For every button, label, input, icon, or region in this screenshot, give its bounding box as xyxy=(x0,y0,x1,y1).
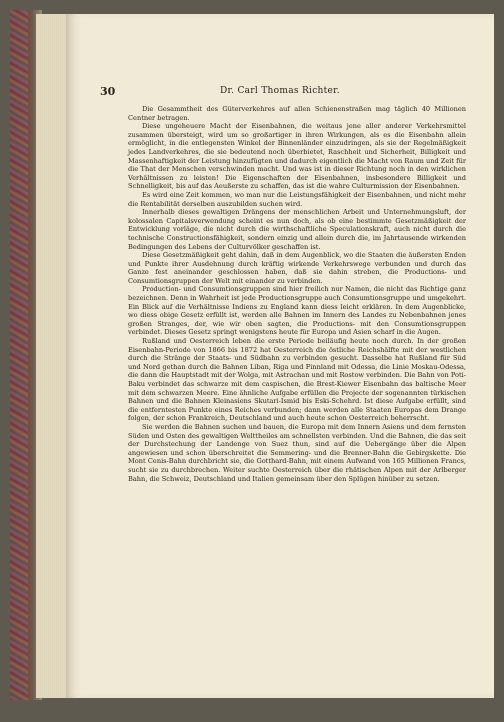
paragraph: Es wird eine Zeit kommen, wo man nur die Leistungsfähigkeit der Eisenbahnen, und nicht mehr die Rentabilität derselben auszubilden suchen wird. xyxy=(128,190,466,208)
body-text xyxy=(128,105,466,483)
paragraph: Diese ungeheuere Macht der Eisenbahnen, die weitaus jene aller anderer Verkehrsmittel zusammen übersteigt, wird um so großartiger in ihren Wirkungen, als es die Eisenbahn allein ermöglicht, in die entlegensten Winkel der Binnenländer einzudringen, als sie der Regelmäßigkeit jedes Landverkehres, die sie bedeutend noch überbietet, Raschheit und Sicherheit, Billigkeit und Massenhaftigkeit der Leistung hinzufügten und dadurch eigentlich die Macht von Raum und Zeit für die That der Menschen verschwinden macht. Und was ist in dieser Richtung noch in den wirklichen Verhältnissen zu leisten! Die Eigenschaften der Eisenbahnen, insbesondere Billigkeit und Schnelligkeit, bis auf das Aeußerste zu schaffen, das ist die wahre Culturmission der Eisenbahnen. xyxy=(128,122,466,191)
paragraph: Production- und Consumtionsgruppen sind hier freilich nur Namen, die nicht das Richtige ganz bezeichnen. Denn in Wahrheit ist jede Productionsgruppe auch Consumtionsgruppe und umgekehrt. Ein Blick auf die Verhältnisse Indiens zu England kann diess leicht erklären. In dem Augenblicke, wo diess obige Gesetz erfüllt ist, werden alle Bahnen im Innern des Landes zu Nebenbahnen jenes großen Stranges, der, wie wir oben sagten, die Productions- mit den Consumtionsgruppen verbindet. Dieses Gesetz springt wenigstens heute für Europa und Asien scharf in die Augen. xyxy=(128,285,466,337)
paragraph: Sie werden die Bahnen suchen und bauen, die Europa mit dem Innern Asiens und dem fernsten Süden und Osten des gewaltigen Welttheiles am schnellsten verbinden. Und die Bahnen, die das seit der Durchstechung der Landenge von Suez thun, sind auf die Uebergänge über die Alpen angewiesen und schon überschreitet die Semmering- und die Brenner-Bahn die Gebirgskette. Die Mont Cenis-Bahn durchbricht sie, die Gotthard-Bahn, mit einem Aufwand von 165 Millionen Francs, sucht sie zu durchbrechen. Weiter suchte Oesterreich über die rhätischen Alpen mit der Arlberger Bahn, die Schweiz, Deutschland und Italien gemeinsam über den Splügen hinüber zu setzen. xyxy=(128,422,466,483)
paragraph: Innerhalb dieses gewaltigen Drängens der menschlichen Arbeit und Unternehmungsluft, der kolossalen Capitalsverwendung scheint es nun doch, als ob eine bestimmte Gesetzmäßigkeit der Entwicklung vorläge, die nicht durch die wirthschaftliche Speculationskraft, auch nicht durch die technische Constructionsfähigkeit, sondern einzig und allein durch die, im Jahrtausende wirkenden Bedingungen des Lebens der Culturvölker geschaffen ist. xyxy=(128,208,466,251)
paragraph: Rußland und Oesterreich leben die erste Periode beiläufig heute noch durch. In der großen Eisenbahn-Periode von 1866 bis 1872 hat Oesterreich die östliche Reichshälfte mit der westlichen durch die Stränge der Staats- und Südbahn zu verbinden gesucht. Dasselbe hat Rußland für Süd und Nord gethan durch die Bahnen Liban, Riga und Finnland mit Odessa, die Linie Moskau-Odessa, die dann die Hauptstadt mit der Wolga, mit Astrachan und mit Rostow verbinden. Die Bahn von Poti-Baku verbindet das schwarze mit dem caspischen, die Brest-Kiewer Eisenbahn das baltische Meer mit dem schwarzen Meere. Eine ähnliche Aufgabe erfüllen die Projecte der sogenannten türkischen Bahnen und die Bahnen Kleinasiens Skutari-Ismid bis Eski-Schehrd. Ist diese Aufgabe erfüllt, sind die entferntesten Punkte eines Reiches verbunden; dann werden alle Staaten Europas dem Drange folgen, der schon Frankreich, Deutschland und auch heute schon Oesterreich beherrscht. xyxy=(128,337,466,423)
page-header xyxy=(100,85,470,99)
running-head: Dr. Carl Thomas Richter. xyxy=(220,86,340,96)
paragraph: Diese Gesetzmäßigkeit geht dahin, daß in dem Augenblick, wo die Staaten die äußersten Enden und Punkte ihrer Ausdehnung durch kräftig wirkende Verkehrswege verbunden und durch das Ganze fest aneinander geschlossen haben, daß sie dahin streben, die Productions- und Consumtionsgruppen der Welt mit einander zu verbinden. xyxy=(128,251,466,285)
marbled-edge xyxy=(10,10,28,700)
page-number: 30 xyxy=(100,85,116,98)
paragraph: Die Gesammtheit des Güterverkehres auf allen Schienenstraßen mag täglich 40 Millionen Centner betragen. xyxy=(128,105,466,122)
